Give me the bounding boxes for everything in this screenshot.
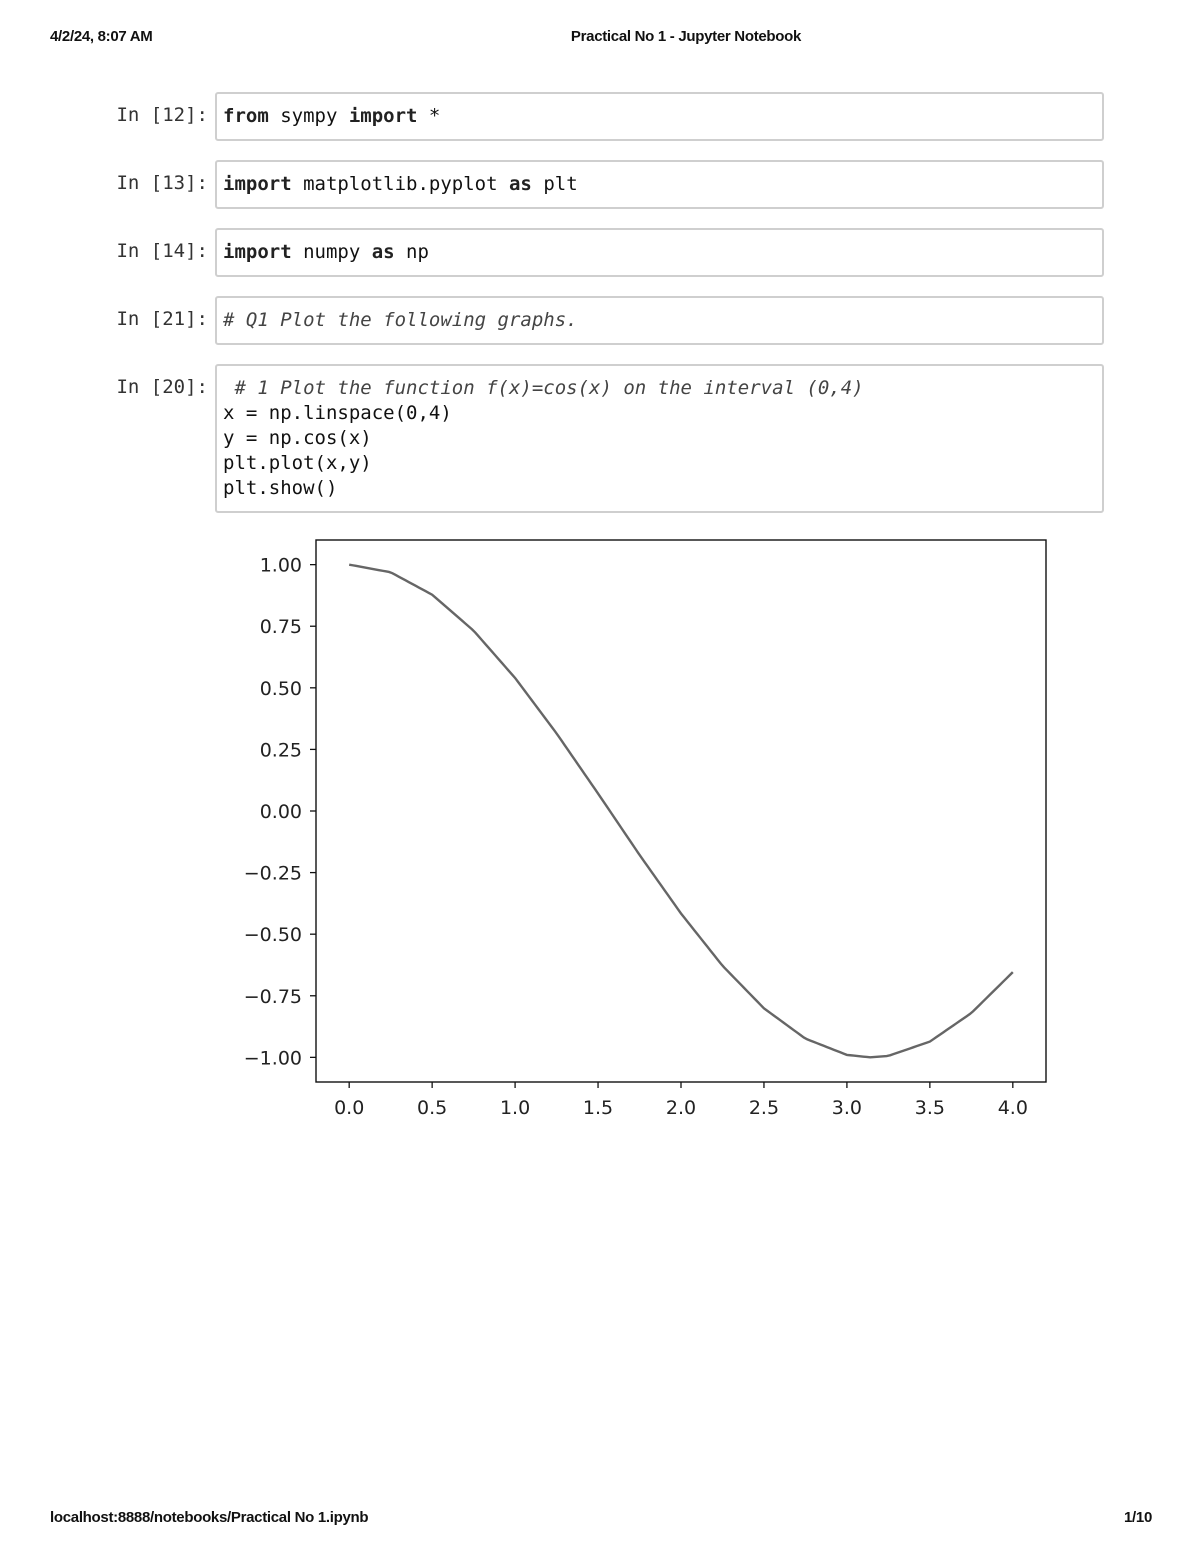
input-prompt: In [13]: (116, 172, 208, 194)
code-text: np (394, 241, 429, 263)
line-plot (230, 530, 1060, 1120)
y-tick-label: 0.25 (259, 739, 302, 762)
code-line (223, 104, 1096, 129)
y-tick-label: −0.50 (243, 924, 302, 947)
x-tick-label: 3.0 (831, 1097, 863, 1119)
notebook-title: Practical No 1 - Jupyter Notebook (570, 28, 802, 45)
code-line (223, 426, 1096, 451)
x-tick-label: 0.5 (417, 1097, 448, 1119)
code-keyword: import (348, 105, 418, 127)
code-text: numpy (291, 241, 372, 263)
code-keyword: as (371, 241, 395, 263)
code-comment: # Q1 Plot the following graphs. (223, 309, 578, 331)
y-tick-label: 0.00 (259, 801, 302, 823)
code-input[interactable] (215, 92, 1104, 141)
input-prompt: In [20]: (116, 376, 208, 398)
code-line (223, 451, 1096, 476)
code-line (223, 376, 1096, 401)
code-line (223, 476, 1096, 501)
code-input[interactable] (215, 364, 1104, 513)
code-keyword: as (508, 173, 532, 195)
code-text: y = np.cos(x) (223, 427, 372, 449)
x-tick-label: 0.0 (334, 1097, 365, 1119)
code-input[interactable] (215, 296, 1104, 345)
code-text: * (417, 105, 441, 127)
x-tick-label: 1.0 (499, 1097, 531, 1119)
x-tick-label: 1.5 (582, 1097, 614, 1119)
code-comment: # 1 Plot the function f(x)=cos(x) on the interval (0,4) (223, 377, 864, 399)
series-line (349, 565, 1013, 1058)
code-line (223, 240, 1096, 265)
x-tick-label: 2.0 (665, 1097, 697, 1119)
code-input[interactable] (215, 160, 1104, 209)
print-datetime: 4/2/24, 8:07 AM (50, 28, 153, 45)
notebook-url: localhost:8888/notebooks/Practical No 1.ipynb (50, 1509, 369, 1526)
code-input[interactable] (215, 228, 1104, 277)
code-text: plt.plot(x,y) (223, 452, 372, 474)
input-prompt: In [21]: (116, 308, 208, 330)
code-line (223, 172, 1096, 197)
code-keyword: import (223, 173, 292, 195)
code-keyword: from (223, 105, 269, 127)
y-tick-label: −0.25 (243, 862, 302, 885)
input-prompt: In [12]: (116, 104, 208, 126)
y-tick-label: 0.75 (259, 616, 302, 639)
code-text: sympy (268, 105, 349, 127)
code-text: x = np.linspace(0,4) (223, 402, 452, 424)
code-keyword: import (223, 241, 292, 263)
code-text: plt (531, 173, 578, 195)
page-number: 1/10 (1124, 1509, 1152, 1526)
y-tick-label: 0.50 (259, 677, 302, 700)
code-text: matplotlib.pyplot (291, 173, 509, 195)
cell-output (230, 530, 1060, 1120)
code-line (223, 401, 1096, 426)
x-tick-label: 2.5 (748, 1097, 780, 1119)
input-prompt: In [14]: (116, 240, 208, 262)
y-tick-label: 1.00 (259, 554, 302, 577)
x-tick-label: 3.5 (914, 1097, 945, 1119)
code-line (223, 308, 1096, 333)
y-tick-label: −1.00 (243, 1047, 302, 1070)
axes-frame (316, 540, 1046, 1082)
code-text: plt.show() (223, 477, 338, 499)
x-tick-label: 4.0 (997, 1097, 1028, 1119)
y-tick-label: −0.75 (243, 985, 302, 1008)
